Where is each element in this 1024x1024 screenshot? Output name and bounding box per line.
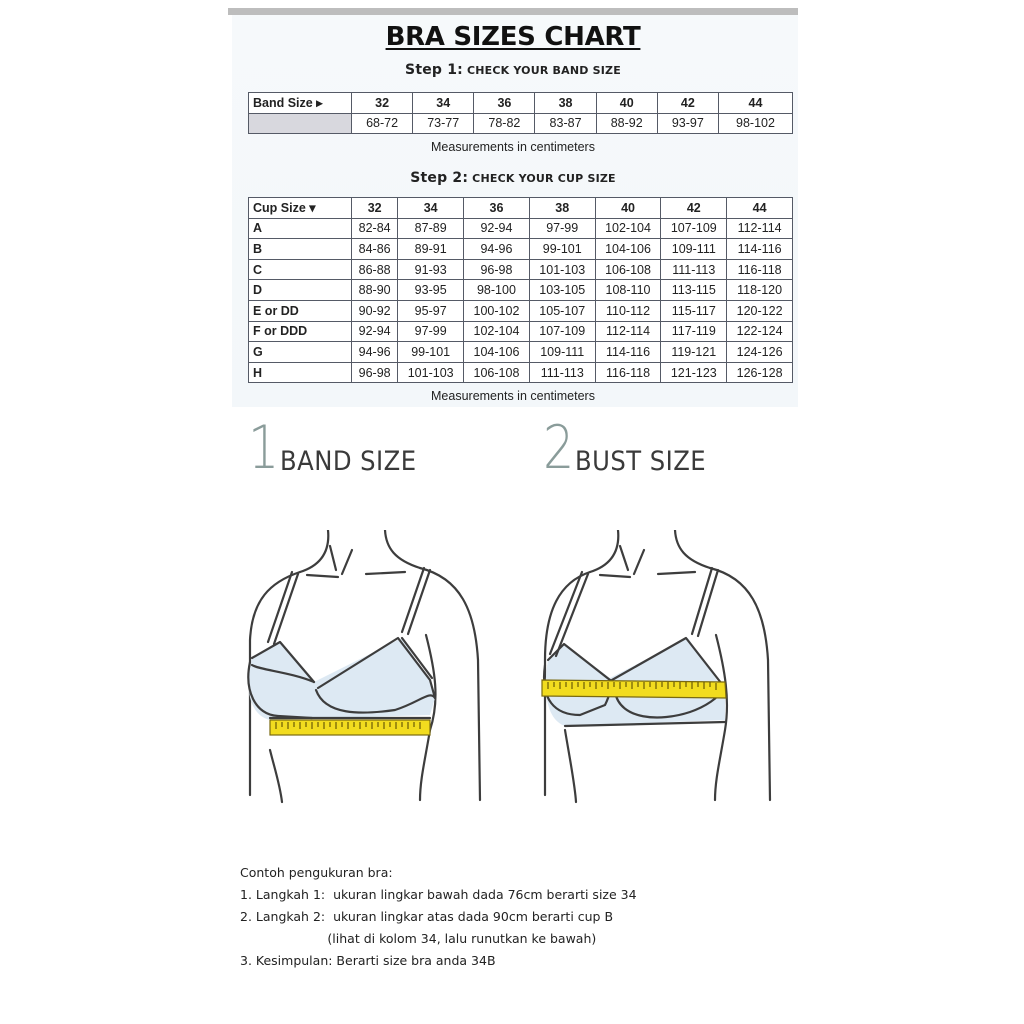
cup-label: C	[249, 259, 352, 280]
underbust-cell: 83-87	[535, 113, 596, 134]
table-cell: 115-117	[661, 300, 727, 321]
bust-size-caption	[543, 413, 721, 483]
table-cell: 105-107	[529, 300, 595, 321]
table-row	[249, 259, 793, 280]
band-size-32: 32	[352, 93, 413, 114]
cup-label: F or DDD	[249, 321, 352, 342]
cup-label: D	[249, 280, 352, 301]
band-size-34: 34	[413, 93, 474, 114]
cup-col-42: 42	[661, 198, 727, 219]
table-row	[249, 239, 793, 260]
table-cell: 107-109	[661, 218, 727, 239]
cup-label: A	[249, 218, 352, 239]
example-step-2: 2. Langkah 2: ukuran lingkar atas dada 90cm berarti cup B	[240, 909, 614, 924]
example-conclusion: 3. Kesimpulan: Berarti size bra anda 34B	[240, 953, 496, 968]
table-cell: 116-118	[595, 362, 661, 383]
table-cell: 117-119	[661, 321, 727, 342]
underbust-row	[249, 113, 793, 134]
table-cell: 124-126	[727, 342, 793, 363]
table-cell: 101-103	[398, 362, 464, 383]
cup-size-table	[248, 197, 793, 383]
table-cell: 126-128	[727, 362, 793, 383]
underbust-cell: 68-72	[352, 113, 413, 134]
example-step-1: 1. Langkah 1: ukuran lingkar bawah dada 76cm berarti size 34	[240, 887, 637, 902]
table-row	[249, 300, 793, 321]
table-cell: 96-98	[464, 259, 530, 280]
table-cell: 90-92	[352, 300, 398, 321]
table-cell: 87-89	[398, 218, 464, 239]
table-cell: 99-101	[529, 239, 595, 260]
table-row	[249, 362, 793, 383]
underbust-cell: 73-77	[413, 113, 474, 134]
table-cell: 111-113	[529, 362, 595, 383]
band-size-illustration	[230, 530, 510, 810]
table-cell: 93-95	[398, 280, 464, 301]
table-cell: 99-101	[398, 342, 464, 363]
table-cell: 114-116	[727, 239, 793, 260]
table-row	[249, 218, 793, 239]
step2-heading	[228, 170, 798, 186]
table-cell: 91-93	[398, 259, 464, 280]
table-cell: 102-104	[464, 321, 530, 342]
table-cell: 101-103	[529, 259, 595, 280]
table-cell: 92-94	[464, 218, 530, 239]
band-size-44: 44	[718, 93, 792, 114]
table-cell: 122-124	[727, 321, 793, 342]
band-size-42: 42	[657, 93, 718, 114]
table-cell: 98-100	[464, 280, 530, 301]
table-cell: 102-104	[595, 218, 661, 239]
cup-col-34: 34	[398, 198, 464, 219]
table-cell: 96-98	[352, 362, 398, 383]
table-cell: 92-94	[352, 321, 398, 342]
table-cell: 119-121	[661, 342, 727, 363]
cup-label: G	[249, 342, 352, 363]
step-number-2: 2	[543, 413, 575, 483]
table-cell: 108-110	[595, 280, 661, 301]
table-cell: 107-109	[529, 321, 595, 342]
table-cell: 82-84	[352, 218, 398, 239]
table-row	[249, 280, 793, 301]
table-cell: 97-99	[398, 321, 464, 342]
measurement-note-1: Measurements in centimeters	[431, 140, 595, 154]
table-cell: 109-111	[529, 342, 595, 363]
table-cell: 84-86	[352, 239, 398, 260]
measurement-note-2: Measurements in centimeters	[431, 389, 595, 403]
underbust-cell: 98-102	[718, 113, 792, 134]
cup-col-32: 32	[352, 198, 398, 219]
table-cell: 104-106	[595, 239, 661, 260]
table-row	[249, 342, 793, 363]
step1-prefix: Step 1:	[405, 62, 463, 78]
table-cell: 112-114	[727, 218, 793, 239]
cup-col-38: 38	[529, 198, 595, 219]
underbust-cell: 78-82	[474, 113, 535, 134]
band-size-38: 38	[535, 93, 596, 114]
step1-text: CHECK YOUR BAND SIZE	[466, 64, 621, 77]
table-cell: 112-114	[595, 321, 661, 342]
table-cell: 86-88	[352, 259, 398, 280]
table-cell: 103-105	[529, 280, 595, 301]
table-cell: 106-108	[464, 362, 530, 383]
cup-col-36: 36	[464, 198, 530, 219]
underbust-cell: 93-97	[657, 113, 718, 134]
table-cell: 89-91	[398, 239, 464, 260]
table-cell: 118-120	[727, 280, 793, 301]
bust-size-caption-text: BUST SIZE	[575, 446, 707, 477]
cup-col-44: 44	[727, 198, 793, 219]
table-cell: 109-111	[661, 239, 727, 260]
cup-size-header-row	[249, 198, 793, 219]
measurement-example	[240, 862, 637, 972]
chart-title-text: BRA SIZES CHART	[385, 22, 641, 52]
table-cell: 110-112	[595, 300, 661, 321]
table-cell: 114-116	[595, 342, 661, 363]
band-size-36: 36	[474, 93, 535, 114]
table-cell: 94-96	[352, 342, 398, 363]
top-divider-strip	[228, 8, 798, 15]
table-cell: 104-106	[464, 342, 530, 363]
table-cell: 106-108	[595, 259, 661, 280]
table-cell: 120-122	[727, 300, 793, 321]
step2-prefix: Step 2:	[410, 170, 469, 186]
cup-size-label: Cup Size ▾	[249, 198, 352, 219]
table-cell: 113-115	[661, 280, 727, 301]
step-number-1: 1	[248, 413, 280, 483]
band-size-table	[248, 92, 793, 134]
bust-size-illustration	[520, 530, 800, 810]
step1-heading	[228, 62, 798, 78]
band-size-label: Band Size ▸	[249, 93, 352, 114]
table-cell: 100-102	[464, 300, 530, 321]
cup-label: E or DD	[249, 300, 352, 321]
example-step-2-note: (lihat di kolom 34, lalu runutkan ke bawah)	[240, 931, 597, 946]
cup-col-40: 40	[595, 198, 661, 219]
band-size-40: 40	[596, 93, 657, 114]
step2-text: CHECK YOUR CUP SIZE	[472, 172, 616, 185]
table-cell: 97-99	[529, 218, 595, 239]
band-size-caption	[248, 413, 432, 483]
cup-label: H	[249, 362, 352, 383]
underbust-cell: 88-92	[596, 113, 657, 134]
table-cell: 121-123	[661, 362, 727, 383]
table-cell: 94-96	[464, 239, 530, 260]
table-cell: 116-118	[727, 259, 793, 280]
table-cell: 111-113	[661, 259, 727, 280]
table-row	[249, 321, 793, 342]
cup-label: B	[249, 239, 352, 260]
band-size-caption-text: BAND SIZE	[280, 446, 417, 477]
example-intro: Contoh pengukuran bra:	[240, 865, 393, 880]
table-cell: 88-90	[352, 280, 398, 301]
table-cell: 95-97	[398, 300, 464, 321]
blank-cell	[249, 113, 352, 134]
band-size-header-row	[249, 93, 793, 114]
chart-title	[228, 22, 798, 52]
